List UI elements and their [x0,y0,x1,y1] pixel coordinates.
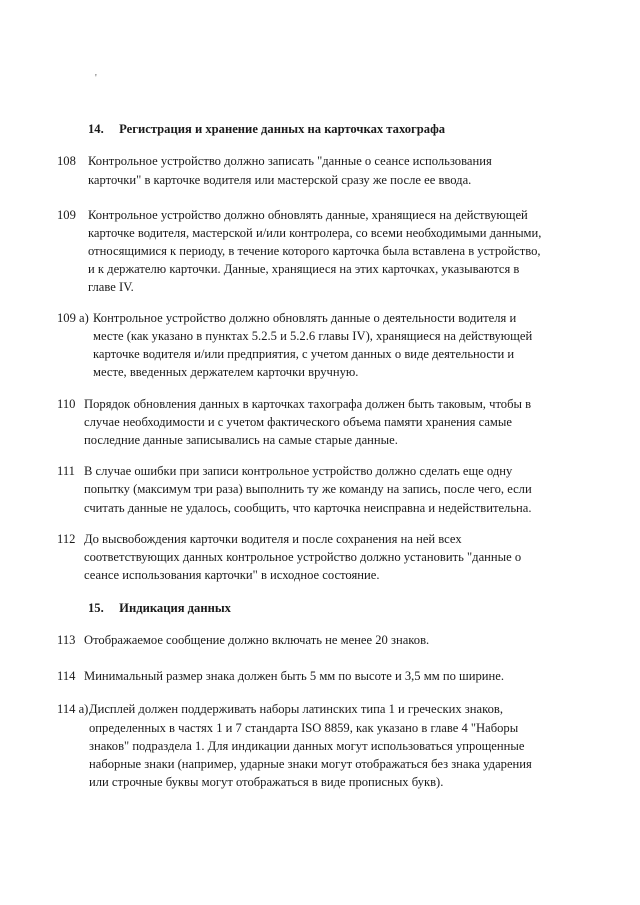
paragraph-line: карточке водителя и/или предприятия, с учетом данных о виде деятельности и [93,347,515,361]
paragraph-line: и к держателю карточки. Данные, хранящиеся на этих карточках, указываются в [88,262,520,276]
paragraph-line: Контрольное устройство должно записать "данные о сеансе использования [88,154,492,168]
paragraph-line: относящимися к периоду, в течение которого карточка была вставлена в устройство, [88,244,541,258]
section-number: 14. [88,122,104,136]
paragraph-number: 109 a) [57,311,89,325]
paragraph-line: карточки" в карточке водителя или мастерской сразу же после ее ввода. [88,173,472,187]
paragraph-line: Контрольное устройство должно обновлять данные о деятельности водителя и [93,311,517,325]
section-number: 15. [88,601,104,615]
paragraph-line: соответствующих данных контрольное устройство должно установить "данные о [84,550,522,564]
paragraph-line: карточке водителя, мастерской и/или контролера, со всеми необходимыми данными, [88,226,542,240]
paragraph-number: 110 [57,397,76,411]
paragraph-line: определенных в частях 1 и 7 стандарта ISO 8859, как указано в главе 4 "Наборы [89,721,519,735]
paragraph-number: 113 [57,633,76,647]
paragraph-number: 109 [57,208,76,222]
paragraph-number: 108 [57,154,76,168]
paragraph-line: или строчные буквы могут отображаться в виде прописных букв). [89,775,444,789]
paragraph-line: В случае ошибки при записи контрольное устройство должно сделать еще одну [84,464,513,478]
scan-mark: ' [95,73,97,84]
section-title: Регистрация и хранение данных на карточках тахографа [119,122,446,136]
paragraph-line: наборные знаки (например, ударные знаки могут отображаться без знака ударения [89,757,532,771]
paragraph-number: 114 a) [57,702,89,716]
paragraph-line: До высвобождения карточки водителя и после сохранения на ней всех [84,532,462,546]
paragraph-line: главе IV. [88,280,134,294]
paragraph-line: месте (как указано в пунктах 5.2.5 и 5.2.6 главы IV), хранящиеся на действующей [93,329,533,343]
paragraph-line: Порядок обновления данных в карточках тахографа должен быть таковым, чтобы в [84,397,532,411]
paragraph-line: последние данные записывались на самые старые данные. [84,433,398,447]
section-heading-15 [88,600,231,618]
paragraph-line: Отображаемое сообщение должно включать не менее 20 знаков. [84,633,430,647]
paragraph-line: считать данные не удалось, сообщить, что карточка неисправна и недействительна. [84,501,532,515]
paragraph-line: случае необходимости и с учетом фактического объема памяти хранения самые [84,415,512,429]
paragraph-number: 112 [57,532,76,546]
paragraph-line: попытку (максимум три раза) выполнить ту же команду на запись, после чего, если [84,482,532,496]
section-heading-14 [88,121,445,139]
paragraph-line: Контрольное устройство должно обновлять данные, хранящиеся на действующей [88,208,528,222]
paragraph-line: месте, введенных держателем карточки вручную. [93,365,359,379]
paragraph-line: Минимальный размер знака должен быть 5 мм по высоте и 3,5 мм по ширине. [84,669,504,683]
section-title: Индикация данных [119,601,231,615]
paragraph-line: знаков" подраздела 1. Для индикации данных могут использоваться упрощенные [89,739,525,753]
paragraph-number: 114 [57,669,76,683]
paragraph-number: 111 [57,464,75,478]
paragraph-line: Дисплей должен поддерживать наборы латинских типа 1 и греческих знаков, [89,702,503,716]
paragraph-line: сеансе использования карточки" в исходное состояние. [84,568,380,582]
